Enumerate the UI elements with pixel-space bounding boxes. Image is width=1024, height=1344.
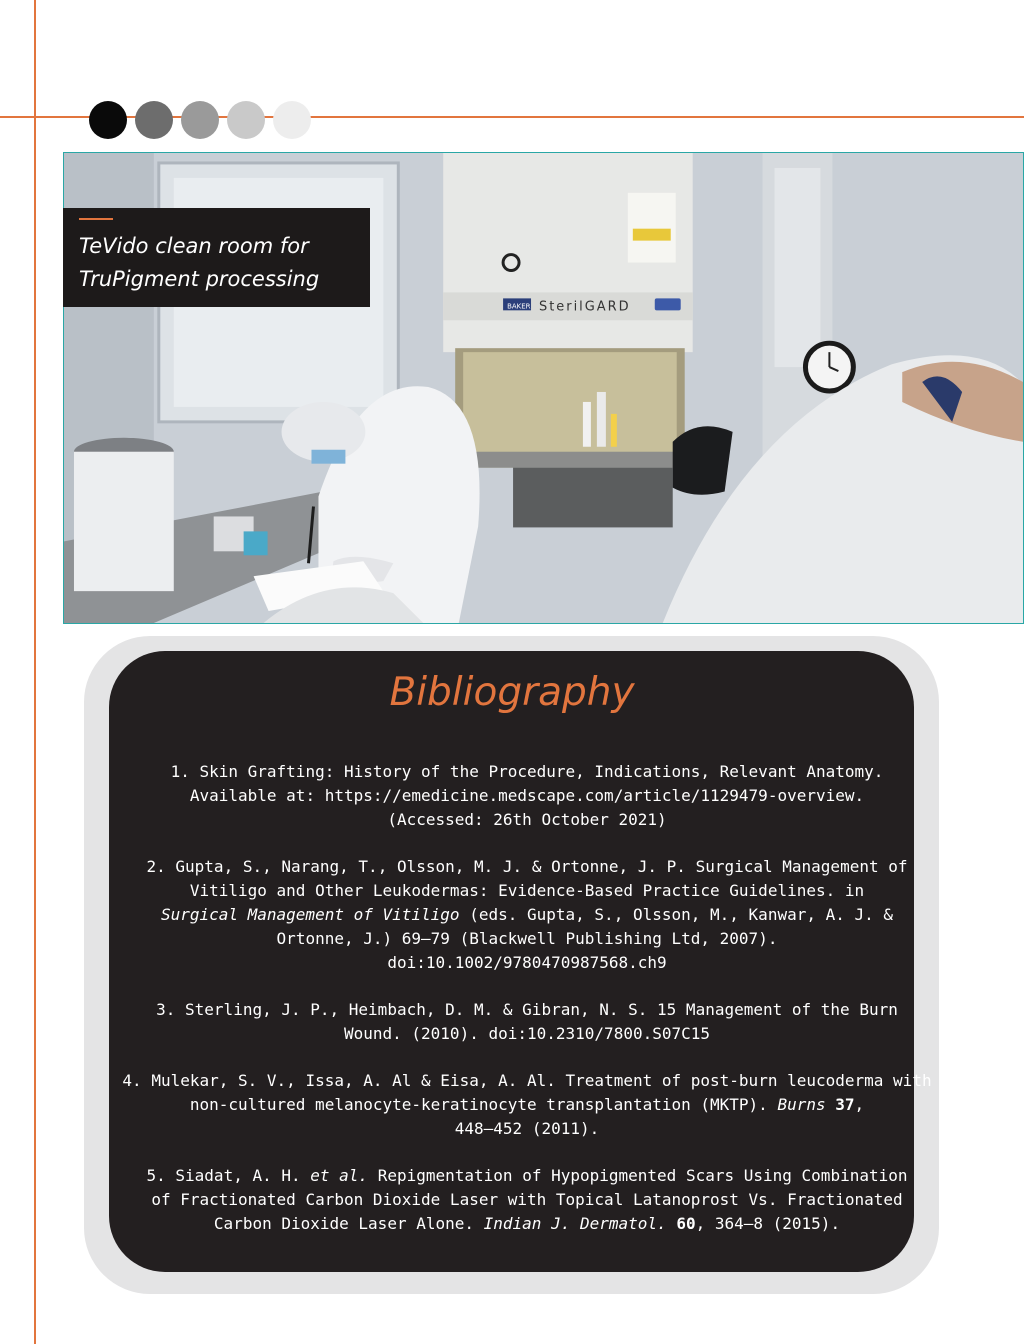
reference-2-editors: (eds. Gupta, S., Olsson, M., Kanwar, A. J. & — [459, 905, 894, 924]
reference-3-line-2: Wound. (2010). doi:10.2310/7800.S07C15 — [343, 1024, 711, 1043]
reference-2-line-2: Vitiligo and Other Leukodermas: Evidence-Based Practice Guidelines. in — [189, 881, 865, 900]
cabinet-warning-sticker — [633, 229, 671, 241]
dot-2 — [135, 101, 173, 139]
reference-2 — [120, 855, 934, 975]
reference-3 — [120, 998, 934, 1046]
reference-5-line-3 — [120, 1212, 934, 1236]
reference-5-title-end: Carbon Dioxide Laser Alone. — [213, 1214, 484, 1233]
reference-2-line-4: Ortonne, J.) 69–79 (Blackwell Publishing Ltd, 2007). — [276, 929, 778, 948]
cabinet-interior-glow — [463, 352, 677, 457]
bottle-1 — [583, 402, 591, 447]
dot-3 — [181, 101, 219, 139]
reference-1-line-3: (Accessed: 26th October 2021) — [387, 810, 667, 829]
bottle-2 — [597, 392, 606, 447]
reference-4-line-2 — [120, 1093, 934, 1117]
reference-3-line-1: 3. Sterling, J. P., Heimbach, D. M. & Gibran, N. S. 15 Management of the Burn — [156, 1000, 898, 1019]
worker-mask — [311, 450, 345, 464]
reference-4-line-3: 448–452 (2011). — [454, 1119, 600, 1138]
caption-accent-bar — [79, 218, 113, 220]
reference-list — [120, 760, 934, 1236]
cabinet-model-text: SterilGARD — [539, 299, 631, 315]
reference-5-line-1 — [120, 1164, 934, 1188]
bibliography-title: Bibliography — [389, 670, 635, 715]
door-panel — [775, 168, 821, 367]
reference-1-line-2: Available at: https://emedicine.medscape.com/article/1129479-overview. — [189, 786, 865, 805]
reference-4-comma: , — [854, 1095, 865, 1114]
reference-5-authors: 5. Siadat, A. H. — [146, 1166, 311, 1185]
cabinet-base — [513, 468, 673, 528]
dot-4 — [227, 101, 265, 139]
reference-5-line-2: of Fractionated Carbon Dioxide Laser with Topical Latanoprost Vs. Fractionated — [151, 1190, 903, 1209]
caption-line-2: TruPigment processing — [79, 267, 320, 291]
reference-2-doi: doi:10.1002/9780470987568.ch9 — [387, 953, 667, 972]
reference-4 — [120, 1069, 934, 1141]
reference-4-volume: 37 — [835, 1095, 855, 1114]
reference-5 — [120, 1164, 934, 1236]
reference-5-journal: Indian J. Dermatol. — [483, 1214, 667, 1233]
lab-chair — [673, 426, 733, 495]
dot-5 — [273, 101, 311, 139]
reference-4-journal: Burns — [777, 1095, 826, 1114]
dot-1 — [89, 101, 127, 139]
photo-caption — [63, 208, 370, 307]
reference-1-line-1: 1. Skin Grafting: History of the Procedure, Indications, Relevant Anatomy. — [170, 762, 884, 781]
bottle-3 — [611, 414, 617, 447]
reference-5-title-start: Repigmentation of Hypopigmented Scars Using Combination — [368, 1166, 908, 1185]
reference-5-et-al: et al. — [310, 1166, 369, 1185]
cabinet-blue-badge — [655, 298, 681, 310]
reference-2-line-1: 2. Gupta, S., Narang, T., Olsson, M. J. & Ortonne, J. P. Surgical Management of — [146, 857, 908, 876]
reference-5-volume: 60 — [676, 1214, 696, 1233]
reference-2-book-title: Surgical Management of Vitiligo — [160, 905, 460, 924]
reference-4-line-1: 4. Mulekar, S. V., Issa, A. Al & Eisa, A. Al. Treatment of post-burn leucoderma with — [122, 1071, 932, 1090]
cabinet-label — [628, 193, 676, 263]
brand-badge-text: BAKER — [507, 302, 531, 311]
blue-tube-rack — [244, 531, 268, 555]
centrifuge-body — [74, 452, 174, 591]
caption-line-1: TeVido clean room for — [79, 234, 309, 258]
reference-5-pages: , 364–8 (2015). — [695, 1214, 841, 1233]
reference-1 — [120, 760, 934, 832]
reference-2-line-3 — [120, 903, 934, 927]
reference-4-text: non-cultured melanocyte-keratinocyte transplantation (MKTP). — [189, 1095, 778, 1114]
